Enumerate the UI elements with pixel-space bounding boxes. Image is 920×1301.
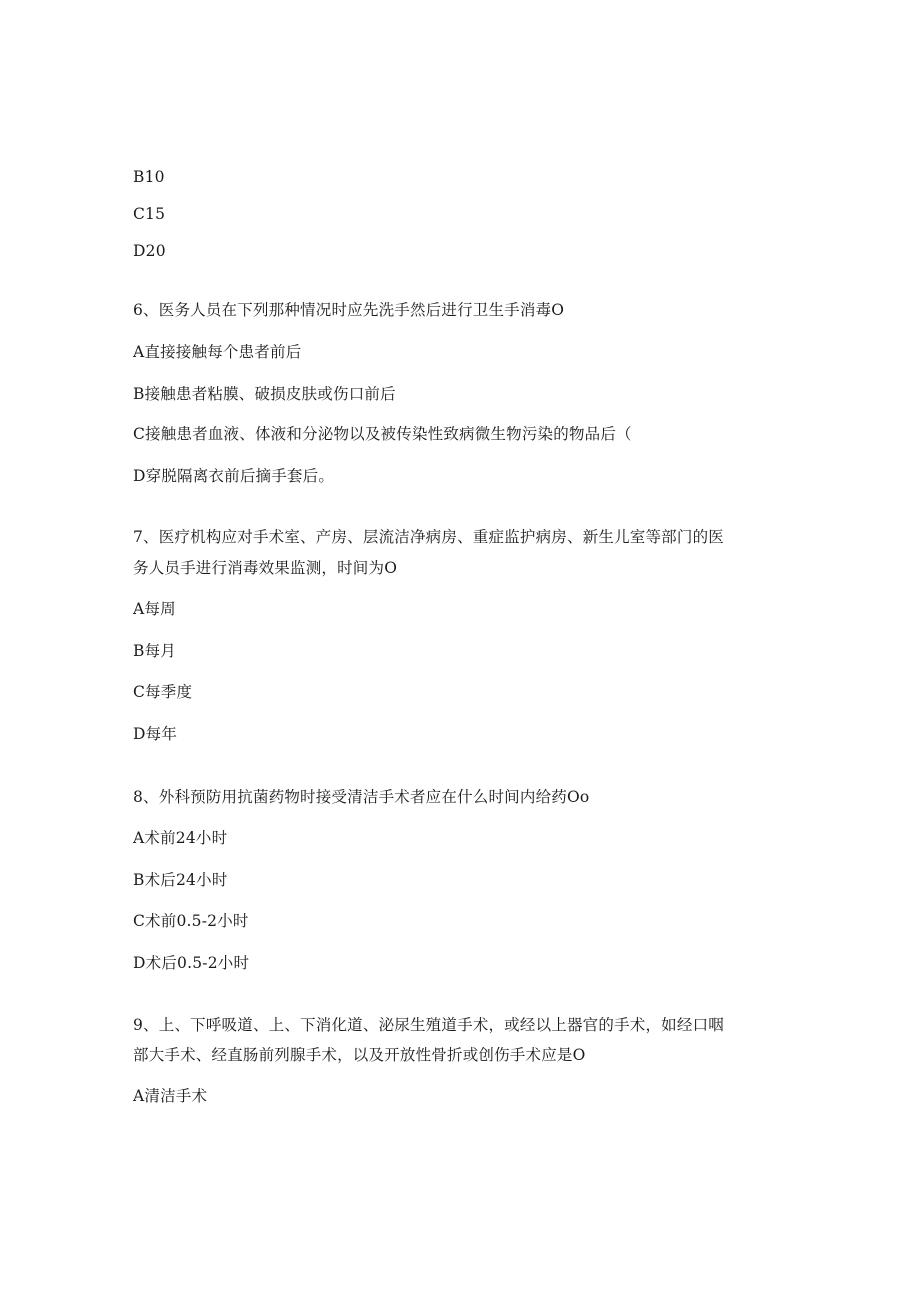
option-b-q6: B接触患者粘膜、破损皮肤或伤口前后 — [133, 385, 396, 403]
option-b-q5: B10 — [133, 168, 165, 186]
option-b-q7: B每月 — [133, 642, 176, 660]
option-c-q6: C接触患者血液、体液和分泌物以及被传染性致病微生物污染的物品后（ — [133, 425, 632, 443]
option-c-q8: C术前0.5-2小时 — [133, 912, 249, 930]
question-8: 8、外科预防用抗菌药物时接受清洁手术者应在什么时间内给药Oo — [133, 788, 590, 806]
question-9-line-2: 部大手术、经直肠前列腺手术，以及开放性骨折或创伤手术应是O — [133, 1046, 586, 1064]
option-a-q6: A直接接触每个患者前后 — [133, 343, 302, 361]
option-d-q8: D术后0.5-2小时 — [133, 954, 250, 972]
option-d-q7: D每年 — [133, 725, 178, 743]
question-9-line-1: 9、上、下呼吸道、上、下消化道、泌尿生殖道手术，或经以上器官的手术，如经口咽 — [133, 1016, 724, 1034]
option-a-q7: A每周 — [133, 600, 176, 618]
option-a-q8: A术前24小时 — [133, 829, 228, 847]
question-6: 6、医务人员在下列那种情况时应先洗手然后进行卫生手消毒O — [133, 301, 565, 319]
option-d-q6: D穿脱隔离衣前后摘手套后。 — [133, 467, 335, 485]
option-a-q9: A清洁手术 — [133, 1087, 208, 1105]
question-7-line-1: 7、医疗机构应对手术室、产房、层流洁净病房、重症监护病房、新生儿室等部门的医 — [133, 528, 724, 546]
option-c-q5: C15 — [133, 205, 166, 223]
option-c-q7: C每季度 — [133, 683, 193, 701]
question-7-line-2: 务人员手进行消毒效果监测，时间为O — [133, 559, 398, 577]
option-d-q5: D20 — [133, 242, 166, 260]
option-b-q8: B术后24小时 — [133, 871, 228, 889]
